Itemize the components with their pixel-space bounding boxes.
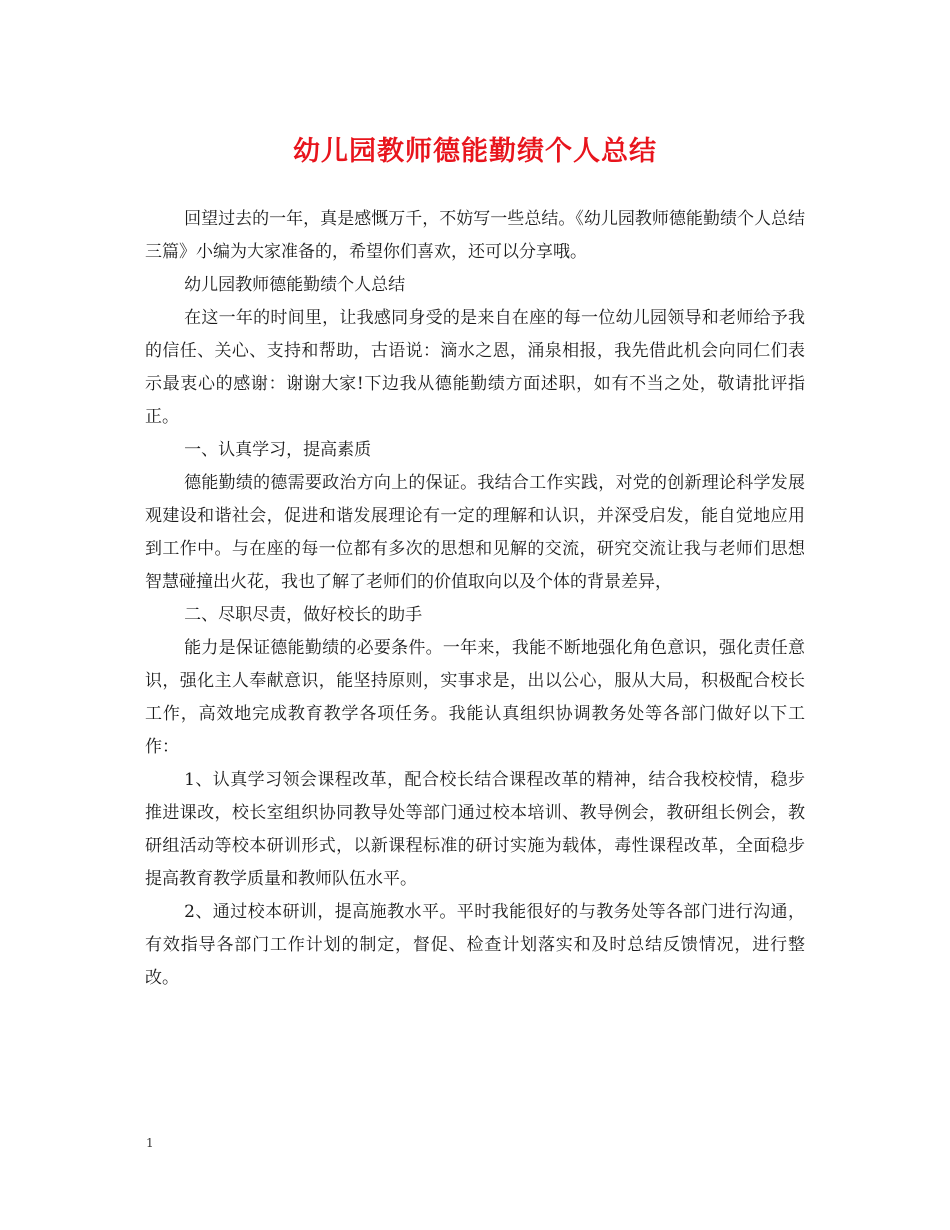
paragraph-intro: 回望过去的一年，真是感慨万千，不妨写一些总结。《幼儿园教师德能勤绩个人总结三篇》小编为大家准备的，希望你们喜欢，还可以分享哦。 [145,209,805,262]
document-title: 幼儿园教师德能勤绩个人总结 [293,136,657,167]
page-number: 1 [146,1136,154,1150]
paragraph-gratitude: 在这一年的时间里，让我感同身受的是来自在座的每一位幼儿园领导和老师给予我的信任、关心、支持和帮助，古语说：滴水之恩，涌泉相报，我先借此机会向同仁们表示最衷心的感谢：谢谢大家!下边我从德能勤绩方面述职，如有不当之处，敬请批评指正。 [145,308,805,427]
paragraph-item-2: 2、通过校本研训，提高施教水平。平时我能很好的与教务处等各部门进行沟通，有效指导各部门工作计划的制定，督促、检查计划落实和及时总结反馈情况，进行整改。 [145,902,805,988]
section-heading-duty: 二、尽职尽责，做好校长的助手 [184,605,423,625]
paragraph-subtitle: 幼儿园教师德能勤绩个人总结 [184,275,406,295]
paragraph-morality: 德能勤绩的德需要政治方向上的保证。我结合工作实践，对党的创新理论科学发展观建设和谐社会，促进和谐发展理论有一定的理解和认识，并深受启发，能自觉地应用到工作中。与在座的每一位都有多次的思想和见解的交流，研究交流让我与老师们思想智慧碰撞出火花，我也了解了老师们的价值取向以及个体的背景差异， [145,473,805,592]
paragraph-ability: 能力是保证德能勤绩的必要条件。一年来，我能不断地强化角色意识，强化责任意识，强化主人奉献意识，能坚持原则，实事求是，出以公心，服从大局，积极配合校长工作，高效地完成教育教学各项任务。我能认真组织协调教务处等各部门做好以下工作： [145,638,805,757]
paragraph-item-1: 1、认真学习领会课程改革，配合校长结合课程改革的精神，结合我校校情，稳步推进课改，校长室组织协同教导处等部门通过校本培训、教导例会，教研组长例会，教研组活动等校本研训形式，以新课程标准的研讨实施为载体，毒性课程改革，全面稳步提高教育教学质量和教师队伍水平。 [145,770,805,889]
section-heading-study: 一、认真学习，提高素质 [184,440,372,460]
document-body [145,203,805,995]
